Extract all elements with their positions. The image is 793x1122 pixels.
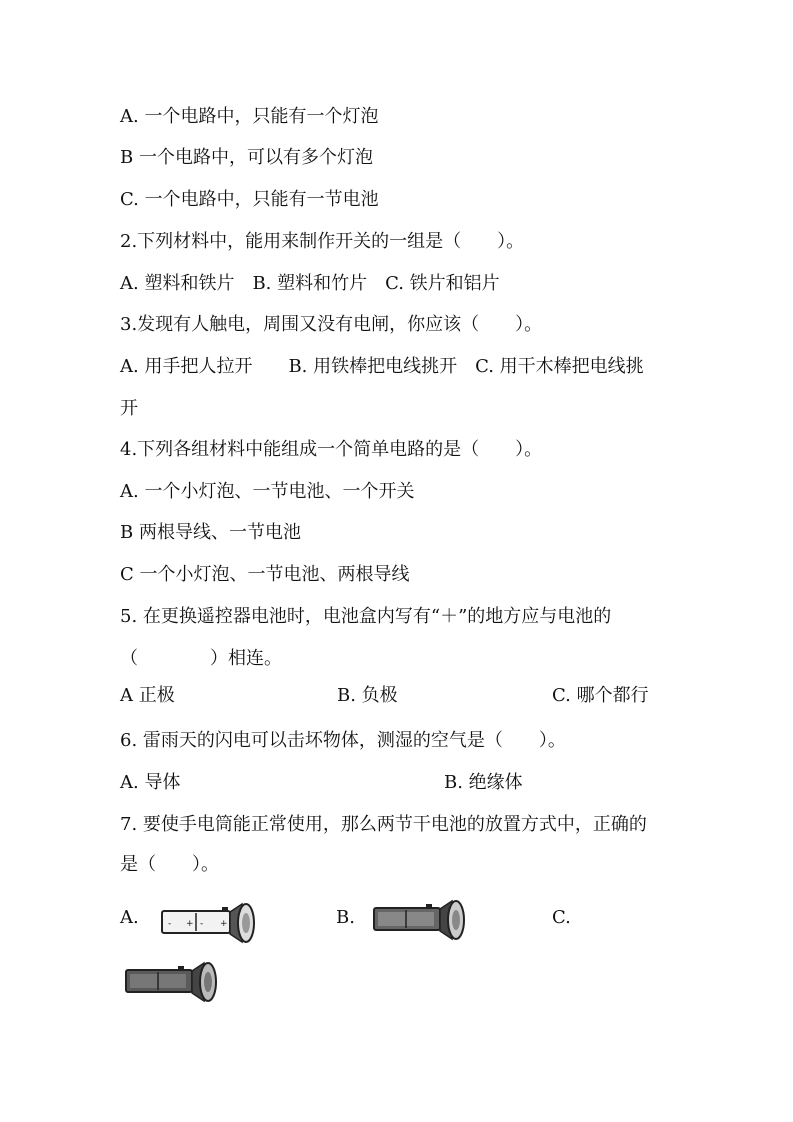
q5-stem-line2: （ ）相连。 [120, 648, 282, 669]
q7-stem-line2: 是（ ）。 [120, 854, 219, 875]
q7-stem-line1: 7. 要使手电筒能正常使用，那么两节干电池的放置方式中，正确的 [120, 814, 647, 835]
flashlight-icon [372, 898, 468, 942]
q7-label-a: A. [120, 907, 139, 928]
svg-text:-: - [200, 919, 204, 929]
svg-text:+: + [220, 919, 228, 929]
q1-option-b: B 一个电路中，可以有多个灯泡 [120, 147, 373, 168]
q6-stem: 6. 雷雨天的闪电可以击坏物体，测湿的空气是（ ）。 [120, 730, 566, 751]
svg-text:+: + [186, 919, 194, 929]
q3-options-line2: 开 [120, 398, 138, 419]
q2-options: A. 塑料和铁片 B. 塑料和竹片 C. 铁片和铝片 [120, 273, 500, 294]
q7-label-c: C. [552, 907, 571, 928]
q4-option-b: B 两根导线、一节电池 [120, 522, 301, 543]
q5-option-b: B. 负极 [337, 685, 398, 706]
q3-options-line1: A. 用手把人拉开 B. 用铁棒把电线挑开 C. 用干木棒把电线挑 [120, 356, 644, 377]
q3-stem: 3.发现有人触电，周围又没有电闸，你应该（ ）。 [120, 314, 543, 335]
q5-stem-line1: 5. 在更换遥控器电池时，电池盒内写有“＋”的地方应与电池的 [120, 606, 612, 627]
q4-option-a: A. 一个小灯泡、一节电池、一个开关 [120, 481, 415, 502]
svg-text:-: - [168, 919, 172, 929]
q5-option-a: A 正极 [120, 685, 175, 706]
q2-stem: 2.下列材料中，能用来制作开关的一组是（ ）。 [120, 231, 525, 252]
q4-option-c: C 一个小灯泡、一节电池、两根导线 [120, 564, 410, 585]
q6-option-b: B. 绝缘体 [444, 772, 523, 793]
flashlight-icon [160, 900, 260, 946]
q5-option-c: C. 哪个都行 [552, 685, 649, 706]
flashlight-icon [124, 960, 220, 1004]
q4-stem: 4.下列各组材料中能组成一个简单电路的是（ ）。 [120, 439, 543, 460]
q6-option-a: A. 导体 [120, 772, 181, 793]
q1-option-c: C. 一个电路中，只能有一节电池 [120, 189, 379, 210]
q7-label-b: B. [336, 907, 355, 928]
q1-option-a: A. 一个电路中，只能有一个灯泡 [120, 106, 379, 127]
